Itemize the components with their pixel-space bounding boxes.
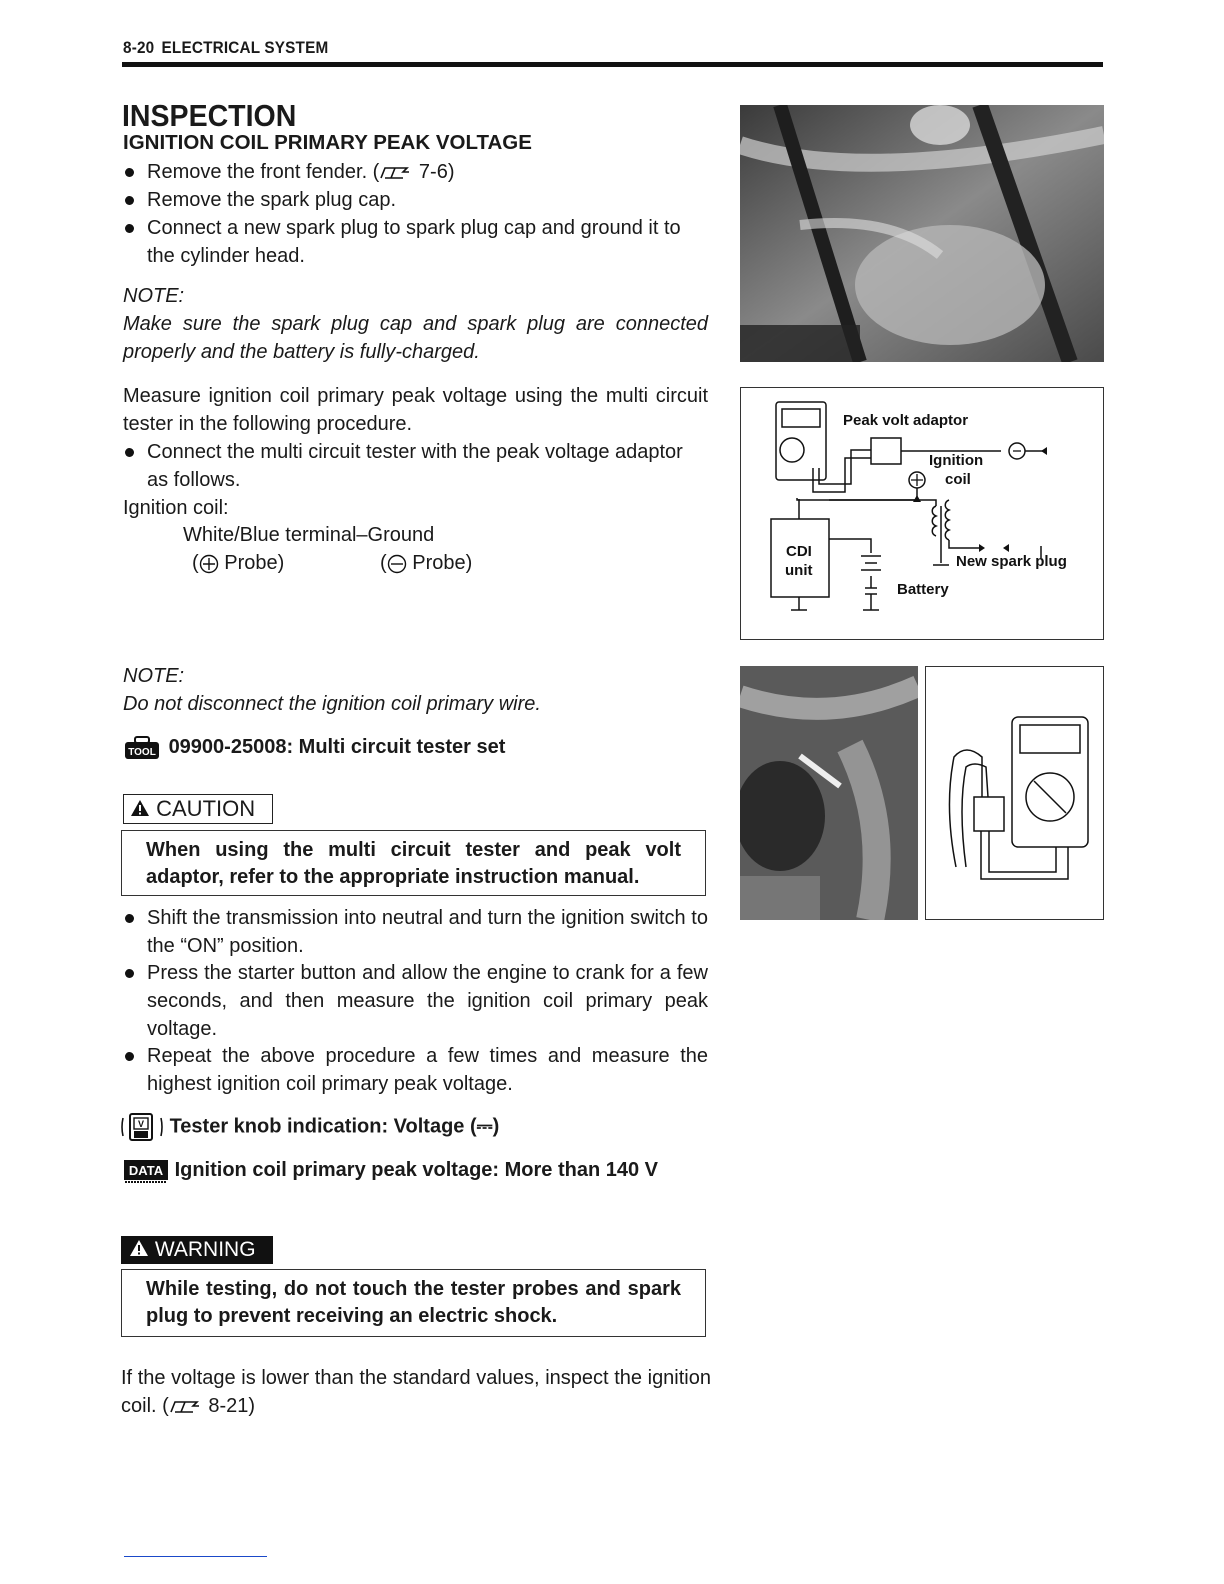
arrow-icon	[913, 495, 921, 502]
warning-text: While testing, do not touch the tester probes and spark plug to prevent receiving an electric shock.	[146, 1278, 681, 1327]
peak-volt-adaptor-box	[871, 438, 901, 464]
label-battery: Battery	[897, 581, 949, 598]
tester-illustration	[925, 666, 1104, 920]
data-spec-line	[123, 1156, 658, 1184]
wiring-diagram	[740, 387, 1104, 640]
label-ignition: Ignition	[929, 452, 984, 469]
label-peak-volt-adaptor: Peak volt adaptor	[843, 412, 969, 429]
warning-box	[121, 1269, 706, 1337]
reference-hand-icon	[169, 1398, 203, 1416]
engine-photo-bottom-art	[740, 666, 918, 920]
measure-paragraph: Measure ignition coil primary peak voltage using the multi circuit tester in the following procedure.	[123, 385, 708, 435]
note-text: Make sure the spark plug cap and spark plug are connected properly and the battery is fully-charged.	[123, 313, 708, 363]
data-icon	[123, 1158, 169, 1184]
probe-plus-label: Probe)	[224, 552, 285, 574]
final-paragraph	[121, 1364, 711, 1420]
page-title: INSPECTION	[122, 98, 297, 133]
caution-box	[121, 830, 706, 896]
data-spec-text: Ignition coil primary peak voltage: More than 140 V	[174, 1159, 659, 1181]
minus-circle-icon	[387, 554, 407, 574]
tester-knob-close: )	[492, 1115, 500, 1138]
step-text: Remove the spark plug cap.	[147, 189, 397, 211]
tester-body	[1012, 717, 1088, 847]
step-connect-tester	[123, 438, 708, 494]
warning-label-box	[121, 1236, 273, 1264]
ignition-coil-label: Ignition coil:	[123, 497, 229, 519]
step-text: Shift the transmission into neutral and turn the ignition switch to the “ON” position.	[147, 907, 708, 957]
tool-icon	[123, 734, 163, 762]
step-connect-plug	[123, 214, 708, 270]
step-remove-cap	[123, 186, 708, 214]
label-unit: unit	[785, 562, 813, 579]
header-rule	[122, 62, 1103, 67]
bullet-icon	[125, 969, 134, 978]
note-label: NOTE:	[123, 285, 185, 307]
engine-photo-bottom	[740, 666, 918, 920]
dc-voltage-symbol: ⎓	[476, 1115, 493, 1138]
label-coil: coil	[945, 471, 971, 488]
warning-triangle-icon	[130, 799, 150, 817]
bullet-icon	[125, 1052, 134, 1061]
tester-knob-text: Tester knob indication: Voltage (	[169, 1115, 477, 1138]
probe-plus: ( Probe)	[192, 552, 285, 574]
final-text: If the voltage is lower than the standard values, inspect the ignition coil. (	[121, 1367, 711, 1417]
engine-photo-top-art	[740, 105, 1104, 362]
caution-label-box	[123, 794, 273, 824]
reference-hand-icon	[379, 164, 413, 182]
multimeter-dial	[780, 438, 804, 462]
tool-line	[123, 733, 505, 762]
note2-label: NOTE:	[123, 665, 185, 687]
terminal-text: White/Blue terminal–Ground	[183, 524, 435, 546]
engine-photo-top	[740, 105, 1104, 362]
caution-label: CAUTION	[156, 796, 256, 821]
final-ref: 8-21)	[208, 1395, 256, 1417]
step-text: Repeat the above procedure a few times and measure the highest ignition coil primary peak voltage.	[147, 1045, 708, 1095]
tool-badge-text: TOOL	[128, 746, 156, 758]
bullet-icon	[125, 196, 134, 205]
warning-triangle-icon	[129, 1239, 149, 1257]
multimeter-display	[782, 409, 820, 427]
probe-minus-label: Probe)	[412, 552, 473, 574]
tester-illustration-svg	[926, 667, 1103, 919]
note2-text: Do not disconnect the ignition coil primary wire.	[123, 693, 541, 715]
tester-knob-line	[120, 1112, 499, 1142]
plus-circle-icon	[199, 554, 219, 574]
page-header	[123, 38, 336, 58]
section-subtitle: IGNITION COIL PRIMARY PEAK VOLTAGE	[123, 131, 532, 154]
tester-knob-icon	[120, 1112, 164, 1142]
adaptor-box	[974, 797, 1004, 831]
label-new-spark-plug: New spark plug	[956, 553, 1067, 570]
label-cdi: CDI	[786, 543, 812, 560]
wiring-diagram-svg	[741, 388, 1103, 639]
step-remove-fender	[123, 158, 708, 186]
svg-text:V: V	[137, 1119, 145, 1129]
warning-label: WARNING	[154, 1238, 256, 1261]
bullet-icon	[125, 224, 134, 233]
step-text: Connect the multi circuit tester with the peak voltage adaptor as follows.	[147, 441, 683, 491]
step-press-starter	[123, 959, 708, 1043]
caution-text: When using the multi circuit tester and peak volt adaptor, refer to the appropriate instruction manual.	[146, 839, 681, 888]
bottom-link-line	[124, 1556, 267, 1557]
step-text: Press the starter button and allow the engine to crank for a few seconds, and then measure the ignition coil primary peak voltage.	[147, 962, 708, 1040]
section-title: ELECTRICAL SYSTEM	[161, 38, 329, 57]
step-repeat	[123, 1042, 708, 1098]
tester-display	[1020, 725, 1080, 753]
bullet-icon	[125, 448, 134, 457]
data-badge-text: DATA	[128, 1162, 164, 1178]
arrow-icon	[1003, 544, 1009, 552]
bullet-icon	[125, 168, 134, 177]
step-text: Connect a new spark plug to spark plug cap and ground it to the cylinder head.	[147, 217, 681, 267]
arrow-icon	[1041, 447, 1047, 455]
step-text: Remove the front fender. (	[147, 161, 380, 183]
page-number: 8-20	[123, 38, 155, 57]
step-ref: 7-6)	[418, 161, 455, 183]
tool-text: 09900-25008: Multi circuit tester set	[168, 736, 506, 758]
step-shift-neutral	[123, 904, 708, 960]
arrow-icon	[979, 544, 985, 552]
probe-minus: ( Probe)	[380, 552, 473, 574]
bullet-icon	[125, 914, 134, 923]
